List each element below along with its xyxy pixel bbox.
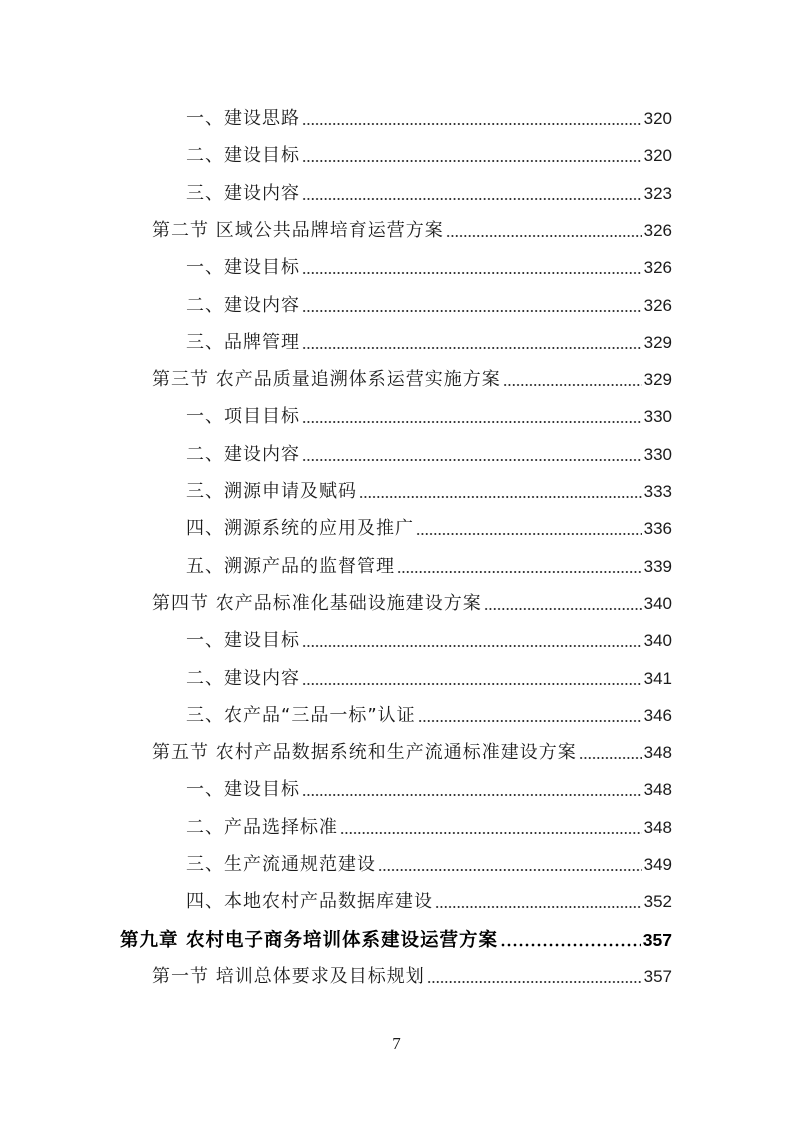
dot-leader — [418, 716, 642, 726]
toc-entry-title: 一、建设目标 — [186, 630, 300, 652]
toc-entry-title: 四、溯源系统的应用及推广 — [186, 518, 414, 540]
toc-subsection-entry[interactable] — [186, 443, 672, 467]
toc-entry-title: 二、建设内容 — [186, 294, 300, 316]
toc-entry-title: 一、建设目标 — [186, 257, 300, 279]
toc-subsection-entry[interactable] — [186, 107, 672, 131]
dot-leader — [446, 231, 642, 241]
toc-subsection-entry[interactable] — [186, 816, 672, 840]
dot-leader — [503, 380, 642, 390]
toc-entry-title: 四、本地农村产品数据库建设 — [186, 891, 433, 913]
toc-entry-title: 五、溯源产品的监督管理 — [186, 555, 395, 577]
toc-subsection-entry[interactable] — [186, 853, 672, 877]
toc-subsection-entry[interactable] — [186, 704, 672, 728]
toc-entry-title: 三、品牌管理 — [186, 331, 300, 353]
toc-entry-page: 349 — [643, 855, 672, 874]
toc-entry-page: 348 — [643, 817, 672, 837]
toc-entry-title: 第三节 农产品质量追溯体系运营实施方案 — [152, 369, 501, 391]
toc-entry-page: 320 — [643, 109, 672, 128]
dot-leader — [302, 343, 642, 353]
dot-leader — [302, 455, 642, 465]
toc-entry-page: 341 — [643, 668, 672, 688]
toc-entry-page: 333 — [643, 482, 672, 501]
toc-entry-title: 第九章 农村电子商务培训体系建设运营方案 — [120, 929, 498, 951]
dot-leader — [435, 902, 642, 912]
dot-leader — [340, 828, 642, 838]
dot-leader — [427, 977, 642, 987]
dot-leader — [302, 790, 642, 800]
toc-subsection-entry[interactable] — [186, 890, 672, 914]
toc-entry-page: 329 — [643, 370, 672, 390]
toc-entry-page: 326 — [643, 295, 672, 315]
toc-section-entry[interactable] — [152, 368, 672, 392]
toc-subsection-entry[interactable] — [186, 331, 672, 355]
toc-entry-title: 三、建设内容 — [186, 182, 300, 204]
toc-entry-page: 326 — [643, 258, 672, 278]
toc-entry-title: 第二节 区域公共品牌培育运营方案 — [152, 219, 444, 241]
toc-entry-page: 339 — [643, 556, 672, 576]
toc-entry-title: 二、建设目标 — [186, 145, 300, 167]
toc-subsection-entry[interactable] — [186, 778, 672, 802]
toc-entry-page: 336 — [643, 519, 672, 539]
toc-subsection-entry[interactable] — [186, 555, 672, 579]
toc-section-entry[interactable] — [152, 592, 672, 616]
toc-subsection-entry[interactable] — [186, 144, 672, 168]
toc-subsection-entry[interactable] — [186, 480, 672, 504]
dot-leader — [500, 940, 641, 950]
toc-entry-page: 326 — [643, 220, 672, 240]
toc-entry-title: 三、农产品“三品一标”认证 — [186, 704, 416, 726]
toc-subsection-entry[interactable] — [186, 629, 672, 653]
toc-entry-title: 一、建设目标 — [186, 779, 300, 801]
toc-section-entry[interactable] — [152, 965, 672, 989]
toc-entry-title: 第四节 农产品标准化基础设施建设方案 — [152, 592, 482, 614]
toc-entry-page: 348 — [643, 780, 672, 800]
dot-leader — [302, 194, 642, 204]
toc-entry-title: 三、溯源申请及赋码 — [186, 481, 357, 502]
toc-entry-title: 二、建设内容 — [186, 667, 300, 689]
dot-leader — [302, 417, 642, 427]
dot-leader — [579, 753, 642, 763]
dot-leader — [359, 492, 642, 502]
dot-leader — [378, 865, 642, 875]
toc-section-entry[interactable] — [152, 741, 672, 765]
toc-entry-title: 第一节 培训总体要求及目标规划 — [152, 965, 425, 987]
toc-entry-title: 二、建设内容 — [186, 443, 300, 465]
toc-entry-page: 323 — [643, 183, 672, 203]
toc-entry-page: 346 — [643, 705, 672, 725]
toc-entry-title: 二、产品选择标准 — [186, 816, 338, 838]
dot-leader — [302, 306, 642, 316]
toc-entry-page: 348 — [643, 743, 672, 763]
toc-subsection-entry[interactable] — [186, 182, 672, 206]
toc-subsection-entry[interactable] — [186, 294, 672, 318]
toc-entry-page: 352 — [643, 892, 672, 912]
toc-entry-page: 329 — [643, 332, 672, 352]
toc-entry-page: 330 — [643, 444, 672, 464]
toc-entry-page: 340 — [643, 631, 672, 651]
toc-subsection-entry[interactable] — [186, 517, 672, 541]
toc-entry-page: 340 — [643, 593, 672, 613]
dot-leader — [302, 679, 642, 689]
dot-leader — [302, 641, 642, 651]
page-number: 7 — [392, 1034, 401, 1053]
toc-subsection-entry[interactable] — [186, 667, 672, 691]
toc-chapter-entry[interactable] — [120, 928, 672, 953]
dot-leader — [302, 156, 642, 166]
toc-entry-page: 357 — [643, 966, 672, 986]
toc-entry-page: 357 — [642, 929, 672, 950]
toc-entry-page: 330 — [643, 407, 672, 427]
toc-section-entry[interactable] — [152, 219, 672, 243]
dot-leader — [484, 604, 642, 614]
toc-entry-title: 第五节 农村产品数据系统和生产流通标准建设方案 — [152, 742, 577, 764]
toc-entry-title: 一、项目目标 — [186, 406, 300, 428]
toc-subsection-entry[interactable] — [186, 405, 672, 429]
dot-leader — [302, 119, 642, 129]
dot-leader — [397, 567, 642, 577]
dot-leader — [302, 268, 642, 278]
toc-entry-page: 320 — [643, 146, 672, 166]
toc-entry-title: 一、建设思路 — [186, 108, 300, 129]
toc-entry-title: 三、生产流通规范建设 — [186, 854, 376, 875]
toc-subsection-entry[interactable] — [186, 256, 672, 280]
dot-leader — [416, 529, 642, 539]
